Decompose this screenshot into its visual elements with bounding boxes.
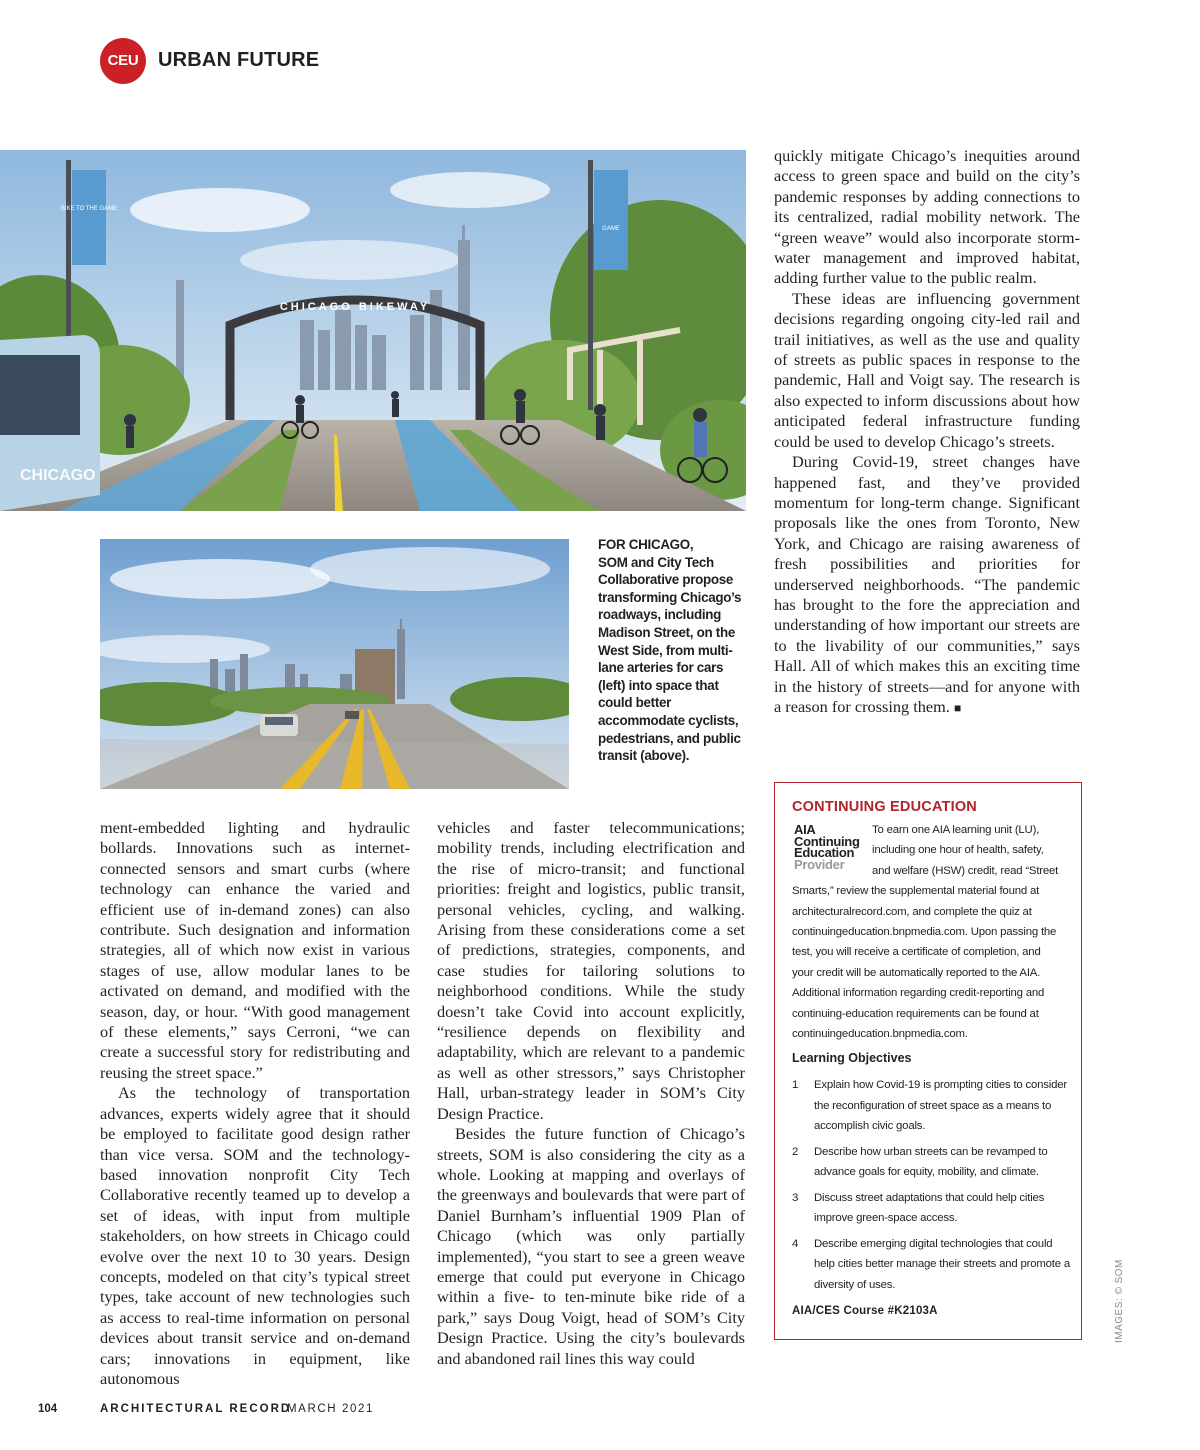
course-number: AIA/CES Course #K2103A [792,1305,938,1317]
issue-date: MARCH 2021 [287,1403,374,1415]
paragraph [774,452,1080,718]
item-text: Describe emerging digital technologies that could help cities better manage their streets and promote a diversity of uses. [814,1237,1070,1291]
item-number: 1 [792,1079,799,1091]
logo-line: Continuing [794,833,860,849]
paragraph: quickly mitigate Chicago’s inequities around access to green space and build on the city’s pandemic responses by adding connections to its centralized, radial mobility network. The “green weave” would also incorporate storm-water management and improved habitat, adding further value to the public realm. [774,146,1080,288]
ce-intro-text: To earn one AIA learning unit (LU), including one hour of health, safety, and welfare (HSW) credit, read “Street Smarts,” review the supplemental material found at architecturalrecord.com, and complete the quiz at continuingeducation.bnpmedia.com. Upon passing the test, you will receive a certificate of completion, and your credit will be automatically reported to the AIA. Additional information regarding credit-reporting and continuing-education requirements can be found at continuingeducation.bnpmedia.com. [792,824,1059,1041]
item-text: Discuss street adaptations that could help cities improve green-space access. [814,1191,1045,1224]
caption-lead: FOR CHICAGO, [598,537,694,552]
end-mark: ■ [953,700,962,715]
paragraph: ment-embedded lighting and hydraulic bollards. Innovations such as internet-connected sensors and smart curbs (where technology can enhance the varied and efficient use of in-demand zones) can also contribute. Such designation and information strategies, all of which now exist in various stages of use, allow modular lanes to be activated on demand, and modified with the season, day, or hour. “With good management of these elements,” says Cerroni, “we can create a successful story for redistributing and reusing the street space.” [100,818,410,1082]
section-title: URBAN FUTURE [158,49,320,71]
learning-objectives-list [792,1075,1072,1300]
logo-line: Provider [794,856,845,872]
learning-objectives-title: Learning Objectives [792,1051,912,1065]
bus-label: CHICAGO [20,467,96,484]
photo-caption [598,536,750,765]
ce-title: CONTINUING EDUCATION [792,799,977,815]
paragraph: vehicles and faster telecommunications; mobility trends, including electrification and the rise of micro-transit; and functional priorities: freight and logistics, public transit, personal vehicles, cycling, and walking. Arising from these considerations come a set of predictions, strategies, components, and case studies for tailoring solutions to neighborhood conditions. While the study doesn’t take Covid into account explicitly, “resilience depends on flexibility and adaptability, which are relevant to a pandemic as well as other stressors,” says Christopher Hall, urban-strategy leader in SOM’s City Design Practice. [437,818,745,1123]
ceu-badge: CEU [100,38,146,84]
bikeway-rendering-photo [0,150,746,511]
paragraph-text: During Covid-19, street changes have happened fast, and they’ve provided momentum for long-term change. Significant proposals like the ones from Toronto, New York, and Chicago are raising awareness of fresh possibilities and priorities for underserved neighborhoods. “The pandemic has brought to the fore the appreciation and understanding of how important our streets are to the livability of our communities,” says Hall. All of which makes this an exciting time in the history of streets—and for anyone with a reason for crossing them. [774,452,1080,716]
right-column-text [774,146,1080,718]
banner-right: GAME [602,226,620,232]
logo-line: Education [794,845,855,860]
item-number: 2 [792,1145,799,1158]
publication-name: ARCHITECTURAL RECORD [100,1403,292,1415]
item-text: Explain how Covid-19 is prompting cities to consider the reconfiguration of street space as a means to accomplish civic goals. [814,1079,1067,1132]
item-number: 4 [792,1237,799,1250]
continuing-education-box [774,782,1082,1340]
item-number: 3 [792,1191,799,1204]
logo-line: AIA [794,822,816,837]
madison-street-photo [100,539,569,789]
paragraph: Besides the future function of Chicago’s streets, SOM is also considering the city as a whole. Looking at mapping and overlays of the greenways and boulevards that were part of Daniel Burnham’s influential 1909 Plan of Chicago (which was only partially implemented), “you start to see a green weave emerge that could put everyone in Chicago within a five- to ten-minute bike ride of a park,” says Doug Voigt, head of SOM’s City Design Practice. Using the city’s boulevards and abandoned rail lines this way could [437,1124,745,1368]
caption-body: SOM and City Tech Collaborative propose transforming Chicago’s roadways, including Madison Street, on the West Side, from multi-lane arteries for cars (left) into space that could better accommodate cyclists, pedestrians, and public transit (above). [598,554,742,764]
column-2-text [437,818,745,1369]
paragraph: These ideas are influencing government decisions regarding ongoing city-led rail and trail initiatives, as well as the use and quality of streets as public spaces in response to the pandemic, Hall and Voigt say. The research is also expected to inform discussions about how anticipated federal infrastructure funding could be used to develop Chicago’s streets. [774,288,1080,451]
page-number: 104 [38,1403,58,1415]
arch-sign: CHICAGO BIKEWAY [279,301,431,313]
item-text: Describe how urban streets can be revamped to advance goals for equity, mobility, and climate. [814,1145,1048,1178]
list-item [792,1075,1072,1137]
list-item [792,1188,1072,1229]
image-credit: IMAGES: © SOM [1114,1259,1125,1343]
madison-street-illustration [100,539,569,789]
banner-left: BIKE TO THE GAME [60,206,118,212]
list-item [792,1234,1072,1296]
ce-intro [792,820,1062,1044]
list-item [792,1142,1072,1183]
paragraph: As the technology of transportation advances, experts widely agree that it should be employed to facilitate good design rather than vice versa. SOM and the technology-based innovation nonprofit City Tech Collaborative recently teamed up to develop a set of ideas, with input from multiple stakeholders, on how streets in Chicago could evolve over the next 10 to 30 years. Design concepts, modeled on that city’s typical street types, take account of new technologies such as access to real-time information on personal devices about transit service and on-demand cars; innovations in equipment, like autonomous [100,1083,410,1388]
column-1-text [100,818,410,1389]
bikeway-rendering-illustration [0,150,746,511]
